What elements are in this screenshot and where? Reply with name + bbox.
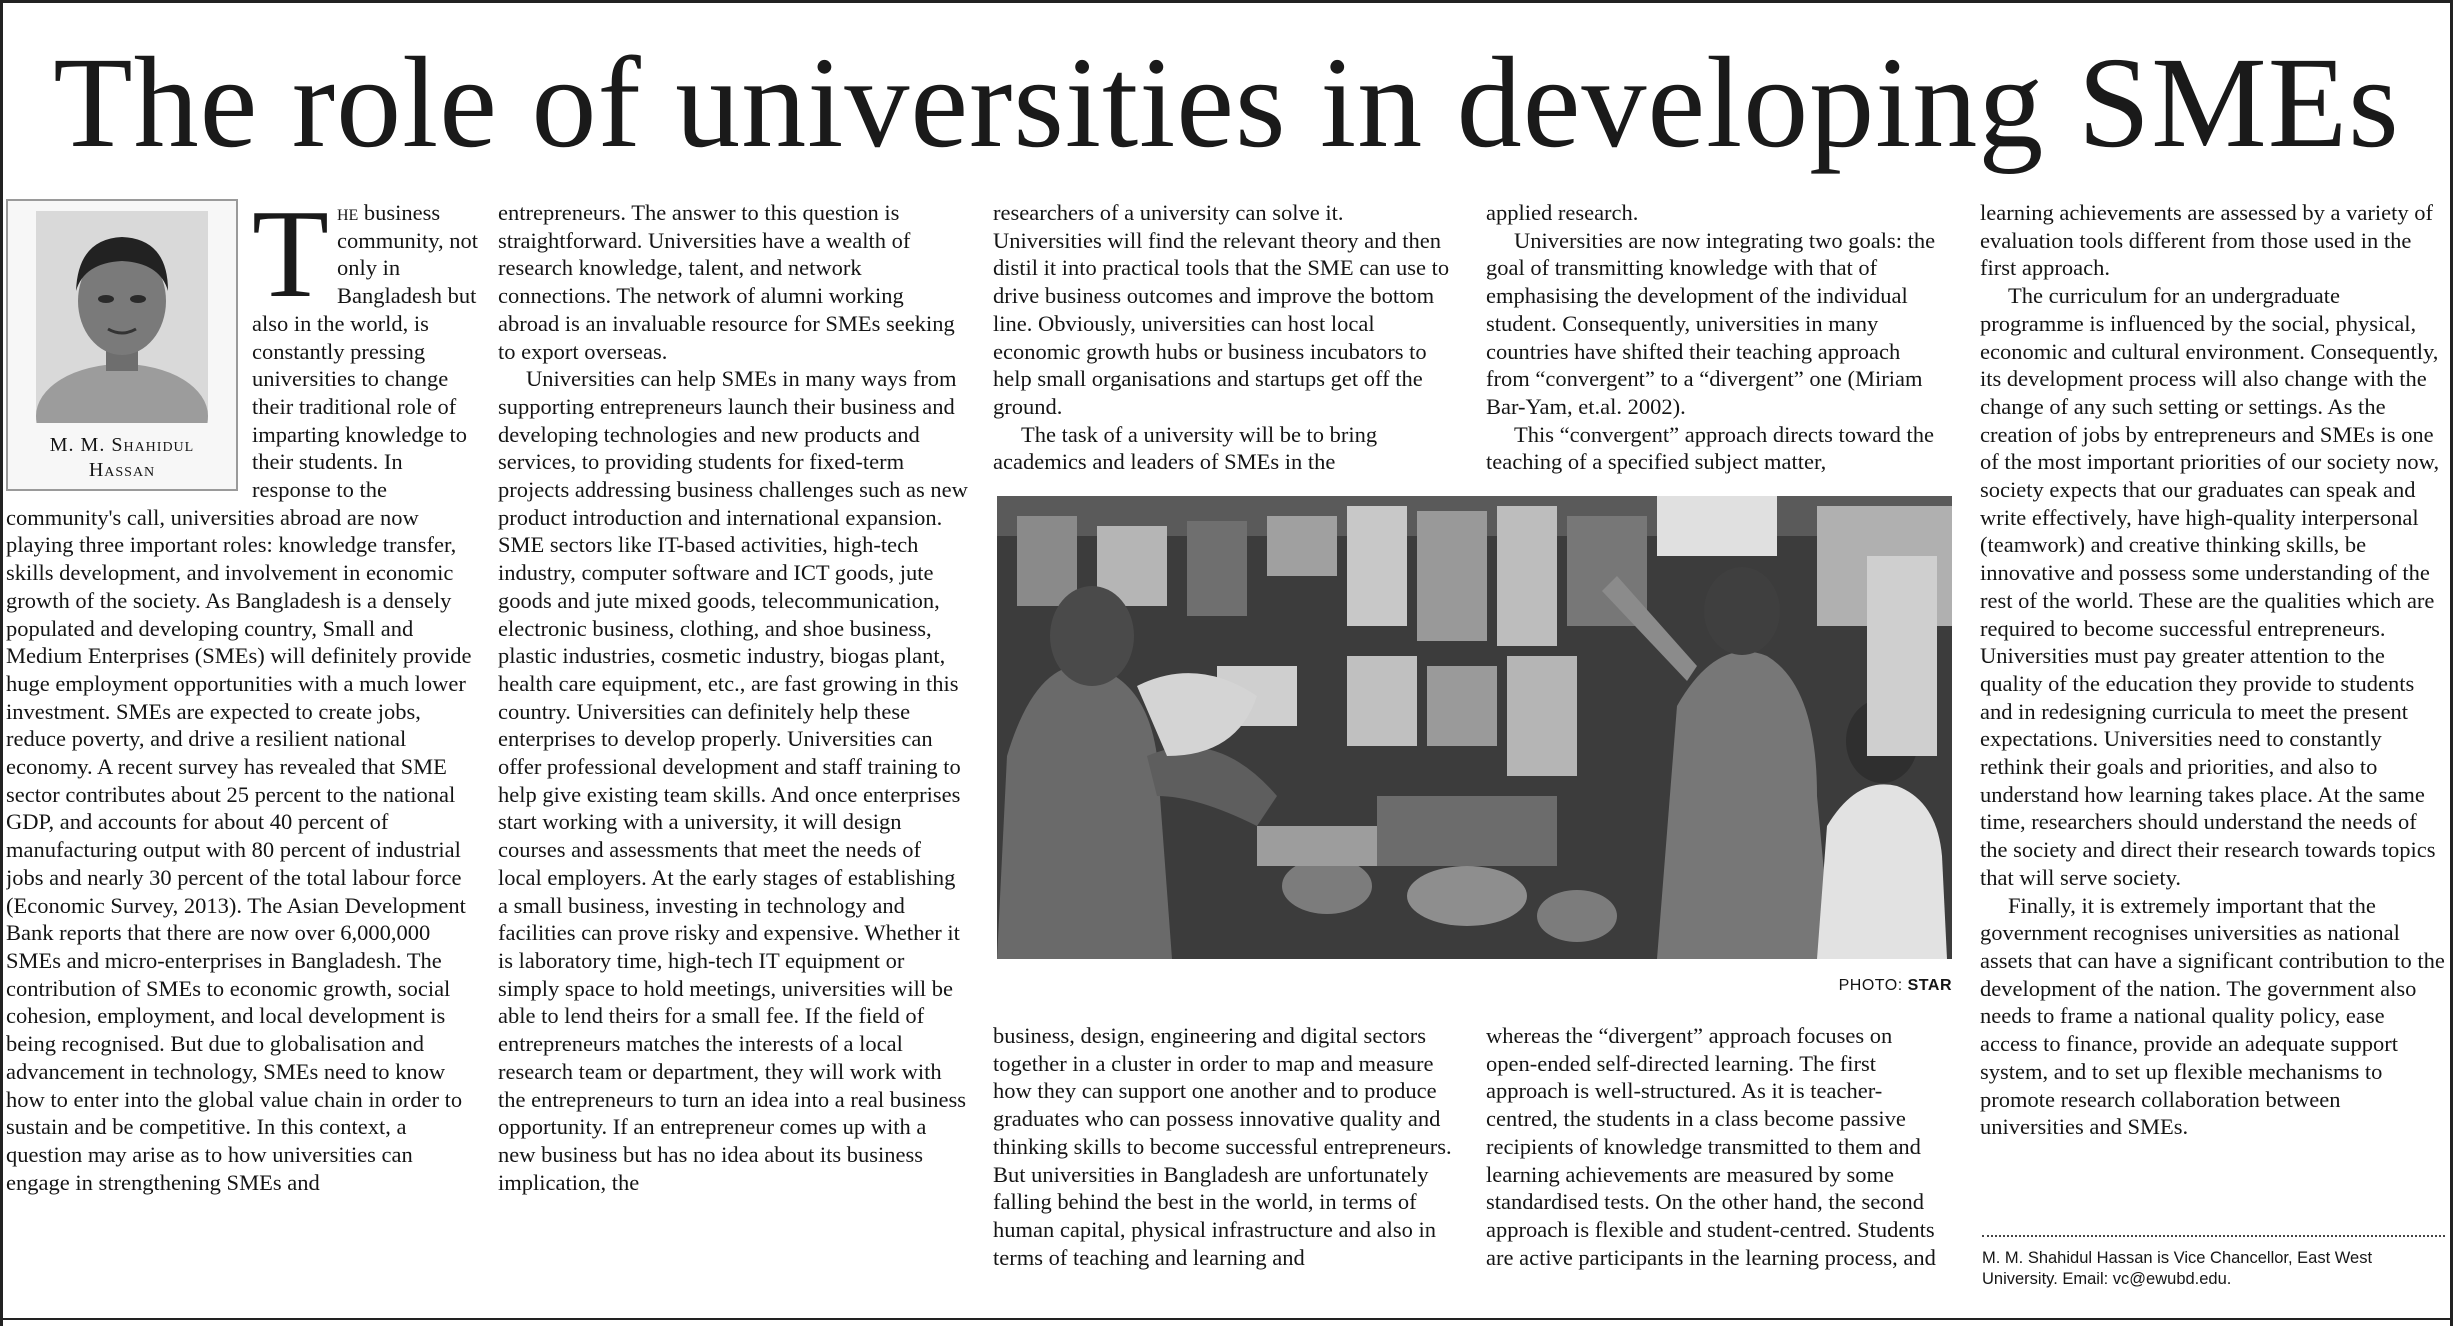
column-5-paragraph-3: Finally, it is extremely important that the government recognises universities as national assets that can have a significant contribution to the development of the nation. The government also needs to frame a national quality policy, ease access to finance, provide an adequate support system, and to set up flexible mechanisms to promote research collaboration between universities and SMEs.	[1980, 892, 2445, 1140]
article-column-3-bottom	[993, 1022, 1453, 1271]
bio-divider	[1982, 1235, 2445, 1237]
column-3-bottom-paragraph: business, design, engineering and digital sectors together in a cluster in order to map and measure how they can support one another and to produce graduates who can possess innovative quality and thinking skills to become successful entrepreneurs. But universities in Bangladesh are unfortunately falling behind the best in the world, in terms of human capital, physical infrastructure and also in terms of teaching and learning and	[993, 1023, 1452, 1270]
photo-credit	[1600, 977, 1952, 995]
article-column-2	[498, 199, 968, 1196]
lead-first-word: he	[336, 200, 359, 225]
article-column-4-bottom	[1486, 1022, 1948, 1271]
author-name	[8, 433, 236, 483]
author-name-line-1: M. M. Shahidul	[49, 434, 195, 456]
article-column-5	[1980, 199, 2445, 1141]
photo-credit-label: PHOTO:	[1838, 977, 1903, 994]
column-2-paragraph-2: Universities can help SMEs in many ways from supporting entrepreneurs launch their business and developing technologies and new products and services, to providing students for fixed-term projects addressing business challenges such as new product introduction and international expansion. SME sectors like IT-based activities, high-tech industry, computer software and ICT goods, jute goods and jute mixed goods, telecommunication, electronic business, clothing, and shoe business, plastic industries, cosmetic industry, biogas plant, health care equipment, etc., are fast growing in this country. Universities can definitely help these enterprises to develop properly. Universities can offer professional development and staff training to help give existing team skills. And once enterprises start working with a university, it will design courses and assessments that meet the needs of local employers. At the early stages of establishing a small business, investing in technology and facilities can prove risky and expensive. Whether it is laboratory time, high-tech IT equipment or simply space to hold meetings, universities will be able to lend theirs for a small fee. If the field of entrepreneurs matches the interests of a local research team or department, they will work with the entrepreneurs to turn an idea into a real business opportunity. If an entrepreneur comes up with a new business but has no idea about its business implication, the	[498, 366, 968, 1195]
headline: The role of universities in developing SMEs	[53, 31, 2400, 175]
frame-top-rule	[0, 0, 2453, 3]
column-3-paragraph-1: researchers of a university can solve it. Universities will find the relevant theory and then distil it into practical tools that the SME can use to drive business outcomes and improve the bottom line. Obviously, universities can host local economic growth hubs or business incubators to help small organisations and startups get off the ground.	[993, 200, 1450, 419]
author-name-line-2: Hassan	[88, 459, 156, 481]
article-column-3-top	[993, 199, 1453, 476]
market-stall-photo-icon	[997, 496, 1952, 959]
frame-bottom-rule	[0, 1318, 2453, 1320]
dropcap: T	[252, 199, 329, 324]
column-5-paragraph-1: learning achievements are assessed by a variety of evaluation tools different from those used in the first approach.	[1980, 200, 2433, 281]
author-bio: M. M. Shahidul Hassan is Vice Chancellor, East West University. Email: vc@ewubd.edu.	[1982, 1249, 2373, 1288]
column-3-paragraph-2: The task of a university will be to bring academics and leaders of SMEs in the	[993, 421, 1378, 475]
article-column-1	[6, 199, 478, 1196]
column-4-paragraph-2: Universities are now integrating two goals: the goal of transmitting knowledge with that of emphasising the development of the individual student. Consequently, universities in many countries have shifted their teaching approach from “convergent” to a “divergent” one (Miriam Bar-Yam, et.al. 2002).	[1486, 227, 1936, 419]
author-portrait-icon	[36, 211, 208, 423]
author-box	[6, 199, 238, 491]
photo-credit-source: STAR	[1907, 977, 1952, 994]
column-4-bottom-paragraph: whereas the “divergent” approach focuses on open-ended self-directed learning. The first approach is well-structured. As it is teacher-centred, the students in a class become passive recipients of knowledge transmitted to them and learning achievements are measured by some standardised tests. On the other hand, the second approach is flexible and student-centred. Students are active participants in the learning process, and	[1486, 1023, 1936, 1270]
column-2-paragraph-1: entrepreneurs. The answer to this question is straightforward. Universities have a wealth of research knowledge, talent, and network connections. The network of alumni working abroad is an invaluable resource for SMEs seeking to export overseas.	[498, 200, 955, 364]
column-4-paragraph-3: This “convergent” approach directs toward the teaching of a specified subject matter,	[1486, 421, 1935, 475]
article-column-4-top	[1486, 199, 1948, 476]
frame-left-rule	[0, 0, 3, 1326]
lead-text: business community, not only in Bangladesh but also in the world, is constantly pressing universities to change their traditional role of imparting knowledge to their students. In response to the community's call, universities abroad are now playing three important roles: knowledge transfer, skills development, and involvement in economic growth of the society. As Bangladesh is a densely populated and developing country, Small and Medium Enterprises (SMEs) will definitely provide huge employment opportunities with a much lower investment. SMEs are expected to create jobs, reduce poverty, and drive a resilient national economy. A recent survey has revealed that SME sector contributes about 25 percent to the national GDP, and accounts for about 40 percent of manufacturing output with 80 percent of industrial jobs and nearly 30 percent of the total labour force (Economic Survey, 2013). The Asian Development Bank reports that there are now over 6,000,000 SMEs and micro-enterprises in Bangladesh. The contribution of SMEs to economic growth, social cohesion, employment, and local development is being recognised. But due to globalisation and advancement in technology, SMEs need to know how to enter into the global value chain in order to sustain and be competitive. In this context, a question may arise as to how universities can engage in strengthening SMEs and	[6, 200, 478, 1195]
column-4-paragraph-1: applied research.	[1486, 200, 1639, 225]
column-5-paragraph-2: The curriculum for an undergraduate programme is influenced by the social, physical, economic and cultural environment. Consequently, its development process will also change with the change of any such setting or settings. As the creation of jobs by entrepreneurs and SMEs is one of the most important priorities of our society now, society expects that our graduates can speak and write effectively, have high-quality interpersonal (teamwork) and creative thinking skills, be innovative and possess some understanding of the rest of the world. These are the qualities which are required to become successful entrepreneurs. Universities must pay greater attention to the quality of the education they provide to students and in redesigning curricula to meet the present expectations. Universities need to constantly rethink their goals and priorities, and also to understand how learning takes place. At the same time, researchers should understand the needs of the society and direct their research towards topics that will serve society.	[1980, 283, 2440, 890]
